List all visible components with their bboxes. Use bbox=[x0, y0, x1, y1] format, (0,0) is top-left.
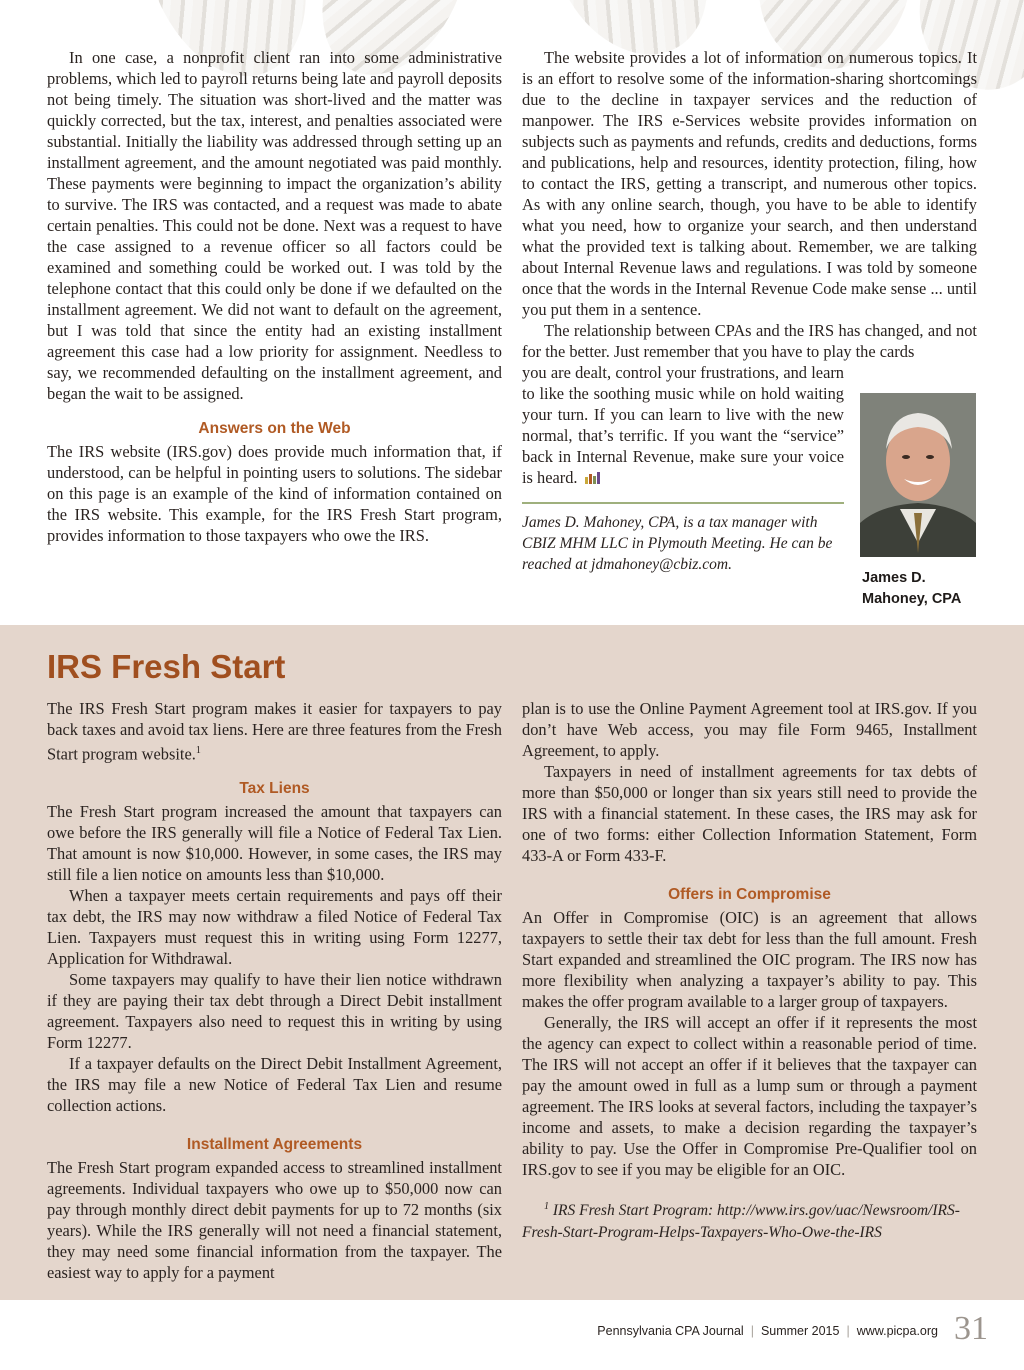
issue-label: Summer 2015 bbox=[760, 1324, 840, 1338]
sidebar-paragraph: Some taxpayers may qualify to have their lien notice withdrawn if they are paying their tax debt through a Direct Debit installment agreement. Taxpayers also need to request this in writing by using Form 12277. bbox=[47, 970, 502, 1053]
sidebar-paragraph bbox=[47, 698, 502, 764]
bio-divider bbox=[522, 502, 844, 504]
footer-text bbox=[597, 1324, 938, 1338]
page-footer bbox=[0, 1300, 1024, 1370]
footnote bbox=[522, 1196, 977, 1244]
photo-caption bbox=[862, 568, 961, 610]
article-section bbox=[0, 0, 1024, 625]
photo-caption-line: James D. bbox=[862, 570, 926, 586]
footnote-marker: 1 bbox=[544, 1201, 549, 1212]
article-paragraph: In one case, a nonprofit client ran into some administrative problems, which led to payroll returns being late and payroll deposits not being timely. The situation was short-lived and the matter was quickly corrected, but the tax, interest, and penalties associated were substantial. Initially the liability was addressed through setting up an installment agreement, and the amount negotiated was paid monthly. These payments were beginning to impact the organization’s ability to survive. The IRS was contacted, and a request was made to abate certain penalties. This could not be done. Next was a request to have the case assigned to a revenue officer so all factors could be examined and something could be worked out. I was told by the telephone contact that this could only be done if we defaulted on the installment agreement. We did not want to default on the agreement, but I was told that since the entity had an existing installment agreement this case had a low priority for assignment. Needless to say, we recommended defaulting on the installment agreement, and began the wait to be assigned. bbox=[47, 48, 502, 403]
author-bio: James D. Mahoney, CPA, is a tax manager with CBIZ MHM LLC in Plymouth Meeting. He can be reached at jdmahoney@cbiz.com. bbox=[522, 514, 833, 573]
website-link[interactable]: www.picpa.org bbox=[856, 1324, 938, 1338]
sidebar-left-column bbox=[47, 698, 502, 1283]
section-heading: Answers on the Web bbox=[198, 420, 351, 437]
end-mark-icon bbox=[584, 471, 602, 485]
journal-name: Pennsylvania CPA Journal bbox=[597, 1324, 744, 1338]
sidebar-right-column bbox=[522, 698, 977, 1244]
footnote-marker: 1 bbox=[195, 745, 201, 756]
article-paragraph: The relationship between CPAs and the IRS has changed, and not for the better. Just remember that you have to play the cards bbox=[522, 321, 977, 361]
sidebar-paragraph: An Offer in Compromise (OIC) is an agreement that allows taxpayers to settle their tax debt for less than the full amount. Fresh Start expanded and streamlined the OIC program. The IRS now has more flexibility when analyzing a taxpayer’s ability to pay. This makes the offer program available to a larger group of taxpayers. bbox=[522, 908, 977, 1011]
article-paragraph bbox=[522, 362, 844, 488]
article-paragraph: The website provides a lot of information on numerous topics. It is an effort to resolve some of the information-sharing shortcomings due to the decline in taxpayer services and the reduction of manpower. The IRS e-Services website provides information on subjects such as payments and refunds, credits and deductions, forms and publications, help and resources, identity protection, filing, how to contact the IRS, getting a transcript, and numerous other topics. As with any online search, though, you have to be able to identify what you need, how to organize your search, and then understand what the provided text is talking about. Remember, we are talking about Internal Revenue laws and regulations. I was told by someone once that the words in the Internal Revenue Code make sense ... until you put them in a sentence. bbox=[522, 48, 977, 319]
section-heading: Offers in Compromise bbox=[668, 886, 831, 903]
photo-caption-line: Mahoney, CPA bbox=[862, 591, 962, 607]
sidebar-intro-text: The IRS Fresh Start program makes it easier for taxpayers to pay back taxes and avoid tax liens. Here are three features from the Fresh Start program website. bbox=[47, 699, 502, 764]
article-left-column bbox=[47, 47, 502, 546]
sidebar-title: IRS Fresh Start bbox=[47, 648, 286, 685]
sidebar-paragraph: Taxpayers in need of installment agreements for tax debts of more than $50,000 or longer than six years still need to provide the IRS with a financial statement. In these cases, the IRS may ask for one of two forms: either Collection Information Statement, Form 433-A or Form 433-F. bbox=[522, 762, 977, 865]
sidebar-paragraph: The Fresh Start program expanded access to streamlined installment agreements. Individual taxpayers who owe up to $50,000 now can pay through monthly direct debit payments for up to 72 months (six years). While the IRS generally will not need a financial statement, they may need some financial information from the taxpayer. The easiest way to apply for a payment bbox=[47, 1158, 502, 1283]
page-number: 31 bbox=[954, 1310, 988, 1347]
sidebar-paragraph: If a taxpayer defaults on the Direct Debit Installment Agreement, the IRS may file a new Notice of Federal Tax Lien and resume collection actions. bbox=[47, 1054, 502, 1116]
article-paragraph-text: you are dealt, control your frustrations, and learn to like the soothing music while on hold waiting your turn. If you can learn to live with the new normal, that’s terrific. If you want the “service” back in Internal Revenue, make sure your voice is heard. bbox=[522, 363, 844, 487]
portrait-image bbox=[860, 393, 976, 557]
sidebar-paragraph: plan is to use the Online Payment Agreement tool at IRS.gov. If you don’t have Web access, you may file Form 9465, Installment Agreement, to apply. bbox=[522, 699, 977, 760]
section-heading: Installment Agreements bbox=[186, 1136, 363, 1154]
footnote-text: IRS Fresh Start Program: http://www.irs.gov/uac/Newsroom/IRS-Fresh-Start-Program-Helps-Taxpayers-Who-Owe-the-IRS bbox=[522, 1202, 960, 1242]
sidebar-paragraph: The Fresh Start program increased the amount that taxpayers can owe before the IRS generally will file a Notice of Federal Tax Lien. That amount is now $10,000. However, in some cases, the IRS may still file a lien notice on amounts less than $10,000. bbox=[47, 802, 502, 885]
sidebar-paragraph: Generally, the IRS will accept an offer if it represents the most the agency can expect to collect within a reasonable period of time. The IRS will not accept an offer if it believes that the taxpayer can pay the amount owed in full as a lump sum or through a payment agreement. The IRS looks at several factors, including the taxpayer’s income and assets, to make a decision regarding the taxpayer’s ability to pay. Use the Offer in Compromise Pre-Qualifier tool on IRS.gov to see if you may be eligible for an OIC. bbox=[522, 1013, 977, 1179]
article-paragraph: The IRS website (IRS.gov) does provide much information that, if understood, can be helpful in pointing users to solutions. The sidebar on this page is an example of the kind of information contained on the IRS website. This example, for the IRS Fresh Start program, provides information to those taxpayers who owe the IRS. bbox=[47, 442, 502, 545]
author-photo bbox=[860, 393, 976, 557]
sidebar-paragraph: When a taxpayer meets certain requirements and pays off their tax debt, the IRS may now withdraw a filed Notice of Federal Tax Lien. Taxpayers must request this in writing using Form 12277, Application for Withdrawal. bbox=[47, 886, 502, 969]
footer-separator: | bbox=[750, 1324, 754, 1338]
section-heading: Tax Liens bbox=[239, 780, 310, 798]
footer-separator: | bbox=[846, 1324, 850, 1338]
